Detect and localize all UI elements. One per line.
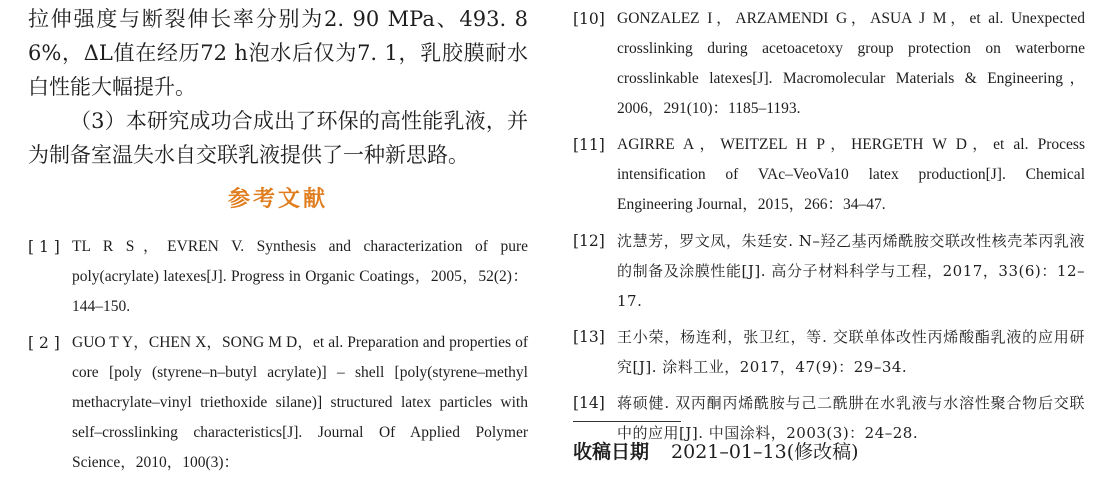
- reference-text: AGIRRE A，WEITZEL H P，HERGETH W D，et al. Process intensification of VAc–VeoVa10 latex production[J]. Chemical Engineering Journal，2015，266：34–47.: [617, 136, 1085, 213]
- reference-item: [573, 322, 1085, 382]
- reference-text: 沈慧芳，罗文凤，朱廷安. N–羟乙基丙烯酰胺交联改性核壳苯丙乳液的制备及涂膜性能[J]. 高分子材料科学与工程，2017，33(6)：12–17.: [617, 232, 1085, 310]
- body-paragraph-2: （3）本研究成功合成出了环保的高性能乳液，并为制备室温失水自交联乳液提供了一种新思路。: [28, 109, 528, 167]
- reference-item: [573, 130, 1085, 220]
- reference-number: [14]: [573, 394, 605, 412]
- footnote-divider: [573, 421, 681, 422]
- received-date-label: 收稿日期: [573, 441, 650, 463]
- reference-number: [ 1 ]: [28, 238, 60, 256]
- body-paragraph-1: 拉伸强度与断裂伸长率分别为2. 90 MPa、493. 86%，ΔL值在经历72 h泡水后仅为7. 1，乳胶膜耐水白性能大幅提升。: [28, 7, 528, 99]
- reference-number: [11]: [573, 136, 605, 154]
- reference-text: GONZALEZ I，ARZAMENDI G，ASUA J M，et al. Unexpected crosslinking during acetoacetoxy group protection on waterborne crosslinkable latexes[J]. Macromolecular Materials & Engineering，2006，291(10)：1185–1193.: [617, 10, 1085, 117]
- reference-number: [13]: [573, 328, 605, 346]
- reference-text: 蒋硕健. 双丙酮丙烯酰胺与己二酰肼在水乳液与水溶性聚合物后交联中的应用[J]. 中国涂料，2003(3)：24–28.: [617, 394, 1085, 442]
- reference-item: [573, 4, 1085, 124]
- reference-number: [12]: [573, 232, 605, 250]
- reference-number: [10]: [573, 10, 605, 28]
- reference-text: TL R S，EVREN V. Synthesis and characterization of pure poly(acrylate) latexes[J]. Progress in Organic Coatings，2005，52(2)：144–150.: [72, 238, 528, 315]
- reference-item: [28, 232, 528, 322]
- reference-item: [573, 226, 1085, 316]
- reference-text: 王小荣，杨连利，张卫红，等. 交联单体改性丙烯酸酯乳液的应用研究[J]. 涂料工业，2017，47(9)：29–34.: [617, 328, 1085, 376]
- reference-item: [28, 328, 528, 478]
- references-heading: 参考文献: [227, 186, 328, 212]
- reference-text: GUO T Y，CHEN X，SONG M D，et al. Preparation and properties of core [poly (styrene–n–butyl acrylate)] – shell [poly(styrene–methyl methacrylate–vinyl triethoxide silane)] structured latex particles with self–crosslinking characteristics[J]. Journal Of Applied Polymer Science，2010，100(3)：: [72, 334, 528, 471]
- references-list-right: [573, 4, 1085, 454]
- references-list-left: [28, 232, 528, 484]
- received-date: [573, 437, 859, 464]
- received-date-value: 2021–01–13(修改稿): [671, 441, 859, 463]
- reference-number: [ 2 ]: [28, 334, 60, 352]
